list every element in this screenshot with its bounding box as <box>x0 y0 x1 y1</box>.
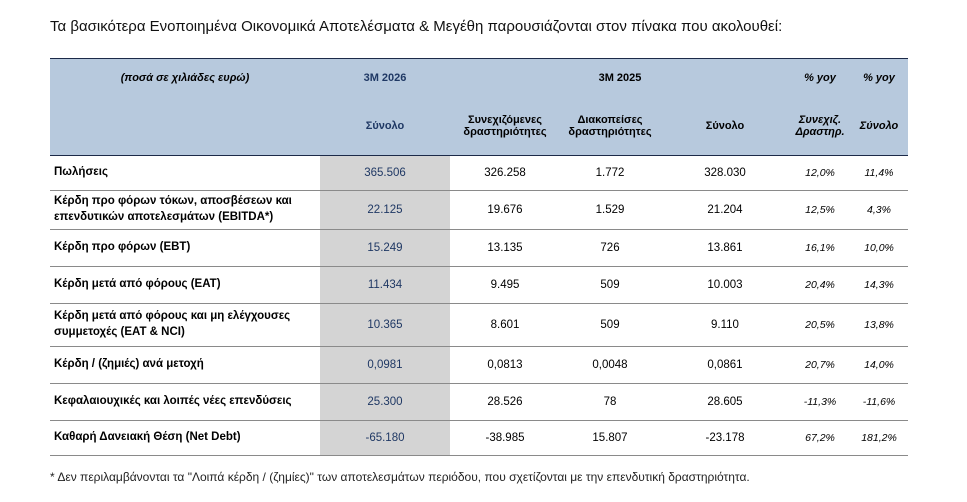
units-label: (ποσά σε χιλιάδες ευρώ) <box>50 59 320 98</box>
yoy-header-1: % yoy <box>790 59 850 98</box>
period-2025-header: 3M 2025 <box>450 59 790 98</box>
value-2026: -65.180 <box>320 421 450 456</box>
value-discontinued: 509 <box>560 267 660 304</box>
yoy-continuing: 20,4% <box>790 267 850 304</box>
yoy-total: 11,4% <box>850 156 908 191</box>
value-continuing: 326.258 <box>450 156 560 191</box>
row-label: Κέρδη προ φόρων τόκων, αποσβέσεων και επενδυτικών αποτελεσμάτων (EBITDA*) <box>50 191 320 230</box>
value-2026: 25.300 <box>320 384 450 421</box>
table-row <box>50 230 908 267</box>
value-discontinued: 15.807 <box>560 421 660 456</box>
value-continuing: -38.985 <box>450 421 560 456</box>
table-row <box>50 347 908 384</box>
yoy-continuing: 12,5% <box>790 191 850 230</box>
value-continuing: 8.601 <box>450 304 560 347</box>
value-total-2025: 328.030 <box>660 156 790 191</box>
value-discontinued: 78 <box>560 384 660 421</box>
value-total-2025: 28.605 <box>660 384 790 421</box>
value-discontinued: 726 <box>560 230 660 267</box>
value-total-2025: -23.178 <box>660 421 790 456</box>
table-row <box>50 191 908 230</box>
financial-results-table <box>50 58 908 456</box>
value-2026: 22.125 <box>320 191 450 230</box>
header-row-periods <box>50 59 908 98</box>
table-row <box>50 156 908 191</box>
value-total-2025: 9.110 <box>660 304 790 347</box>
total-2026-header: Σύνολο <box>320 97 450 156</box>
yoy-total: 181,2% <box>850 421 908 456</box>
yoy-total: -11,6% <box>850 384 908 421</box>
value-continuing: 19.676 <box>450 191 560 230</box>
yoy-total-header: Σύνολο <box>850 97 908 156</box>
value-continuing: 28.526 <box>450 384 560 421</box>
value-discontinued: 0,0048 <box>560 347 660 384</box>
value-2026: 15.249 <box>320 230 450 267</box>
table-body <box>50 156 908 456</box>
value-continuing: 13.135 <box>450 230 560 267</box>
yoy-total: 14,0% <box>850 347 908 384</box>
period-2026-header: 3M 2026 <box>320 59 450 98</box>
value-2026: 0,0981 <box>320 347 450 384</box>
total-2025-header: Σύνολο <box>660 97 790 156</box>
row-label: Κέρδη / (ζημιές) ανά μετοχή <box>50 347 320 384</box>
continuing-ops-header: Συνεχιζόμενες δραστηριότητες <box>450 97 560 156</box>
footnote: * Δεν περιλαμβάνονται τα "Λοιπά κέρδη / (ζημίες)" των αποτελεσμάτων περιόδου, που σχετίζονται με την επενδυτική δραστηριότητα. <box>50 470 750 484</box>
row-label: Κέρδη προ φόρων (EBT) <box>50 230 320 267</box>
value-total-2025: 21.204 <box>660 191 790 230</box>
yoy-continuing-header: Συνεχιζ. Δραστηρ. <box>790 97 850 156</box>
value-2026: 10.365 <box>320 304 450 347</box>
discontinued-ops-header: Διακοπείσες δραστηριότητες <box>560 97 660 156</box>
table-row <box>50 384 908 421</box>
row-label: Κέρδη μετά από φόρους (EAT) <box>50 267 320 304</box>
value-total-2025: 10.003 <box>660 267 790 304</box>
value-continuing: 0,0813 <box>450 347 560 384</box>
yoy-header-2: % yoy <box>850 59 908 98</box>
value-discontinued: 1.772 <box>560 156 660 191</box>
yoy-continuing: 20,7% <box>790 347 850 384</box>
value-continuing: 9.495 <box>450 267 560 304</box>
yoy-continuing: 67,2% <box>790 421 850 456</box>
row-label: Κέρδη μετά από φόρους και μη ελέγχουσες συμμετοχές (EAT & NCI) <box>50 304 320 347</box>
yoy-total: 13,8% <box>850 304 908 347</box>
value-2026: 365.506 <box>320 156 450 191</box>
table-row <box>50 304 908 347</box>
value-total-2025: 13.861 <box>660 230 790 267</box>
row-label: Καθαρή Δανειακή Θέση (Net Debt) <box>50 421 320 456</box>
value-discontinued: 509 <box>560 304 660 347</box>
value-2026: 11.434 <box>320 267 450 304</box>
value-total-2025: 0,0861 <box>660 347 790 384</box>
header-row-columns <box>50 97 908 156</box>
yoy-continuing: 12,0% <box>790 156 850 191</box>
yoy-continuing: -11,3% <box>790 384 850 421</box>
page-heading: Τα βασικότερα Ενοποιημένα Οικονομικά Αποτελέσματα & Μεγέθη παρουσιάζονται στον πίνακα που ακολουθεί: <box>50 18 783 35</box>
table-row <box>50 421 908 456</box>
header-empty-cell <box>50 97 320 156</box>
yoy-total: 4,3% <box>850 191 908 230</box>
value-discontinued: 1.529 <box>560 191 660 230</box>
table-row <box>50 267 908 304</box>
row-label: Κεφαλαιουχικές και λοιπές νέες επενδύσεις <box>50 384 320 421</box>
yoy-continuing: 16,1% <box>790 230 850 267</box>
row-label: Πωλήσεις <box>50 156 320 191</box>
yoy-continuing: 20,5% <box>790 304 850 347</box>
yoy-total: 10,0% <box>850 230 908 267</box>
yoy-total: 14,3% <box>850 267 908 304</box>
